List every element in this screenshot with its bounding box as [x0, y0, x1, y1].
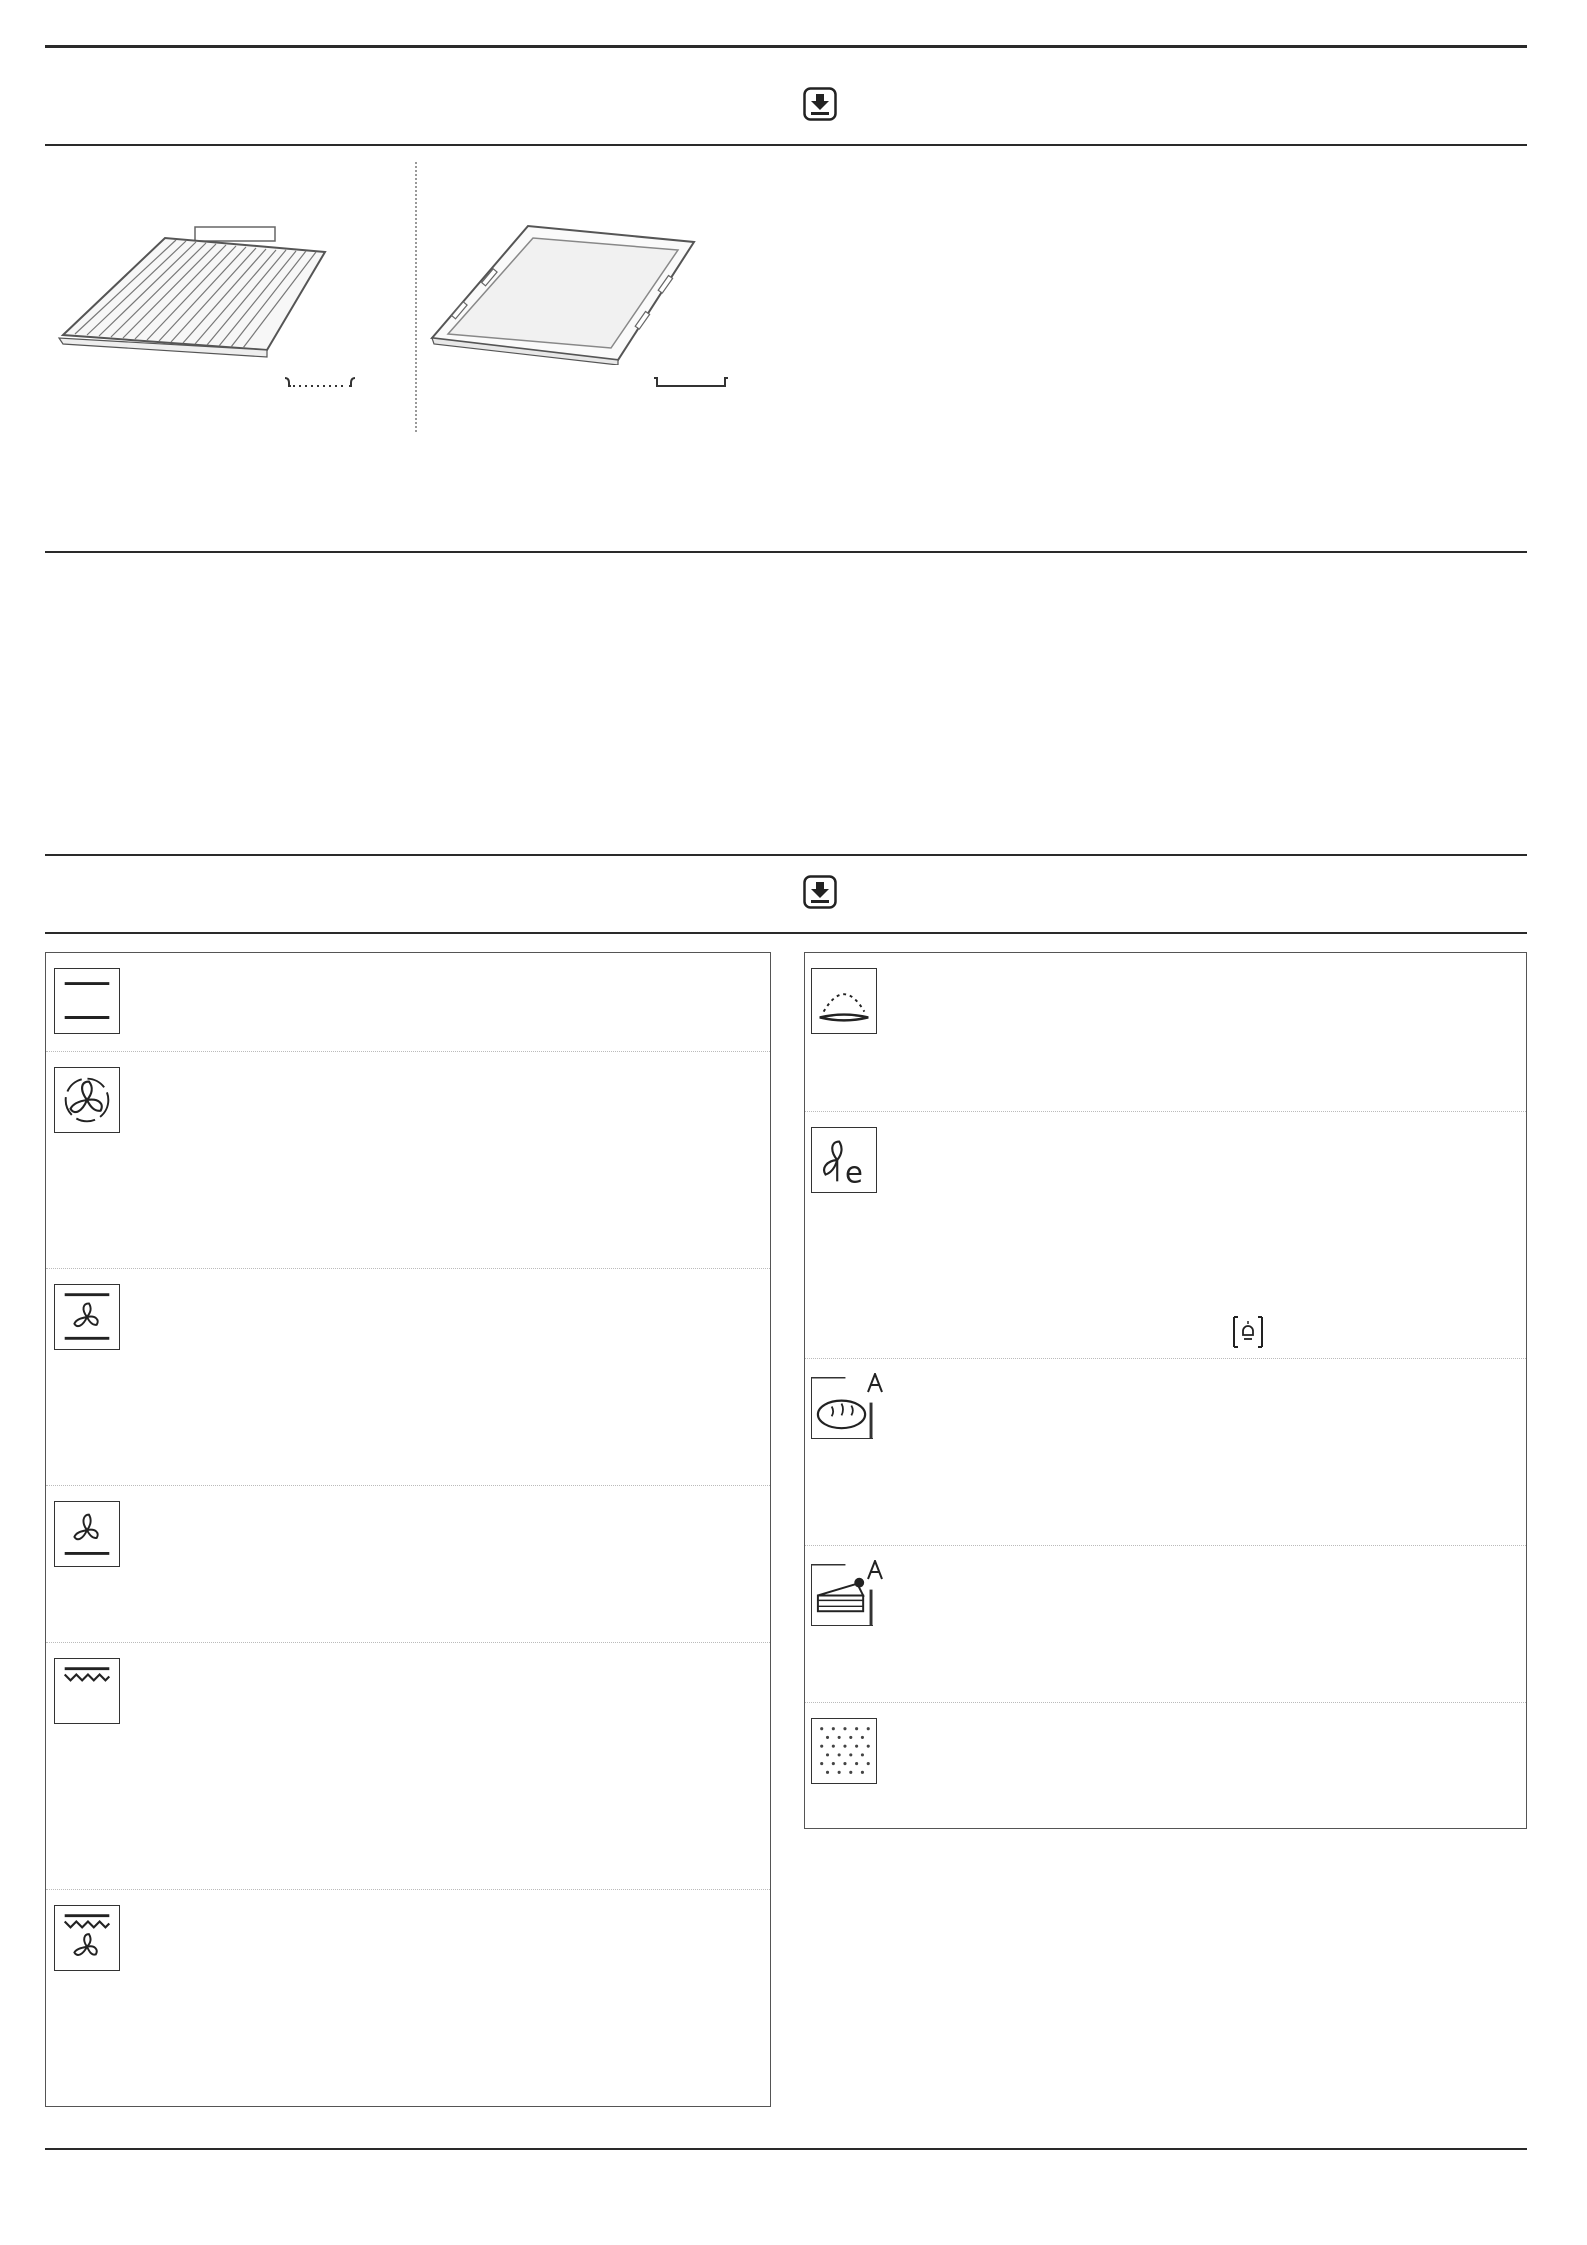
row-separator: [805, 1702, 1526, 1703]
section-rule: [45, 932, 1527, 934]
bottom-rule: [45, 2148, 1527, 2150]
wire-shelf-illustration: [55, 220, 335, 360]
section-rule: [45, 854, 1527, 856]
functions-panel-right: [804, 952, 1527, 1829]
fan-bottom-heat-icon: [54, 1501, 120, 1567]
svg-text:e: e: [844, 1155, 863, 1190]
turbo-grill-icon: [54, 1905, 120, 1971]
download-guide-icon[interactable]: [803, 87, 837, 121]
row-separator: [805, 1111, 1526, 1112]
row-separator: [46, 1889, 770, 1890]
auto-badge: [867, 1560, 883, 1584]
row-separator: [805, 1358, 1526, 1359]
section-rule: [45, 144, 1527, 146]
row-separator: [805, 1545, 1526, 1546]
oven-light-icon: [1232, 1315, 1264, 1349]
eco-forced-air-icon: [811, 1127, 877, 1193]
convection-bake-icon: [54, 1284, 120, 1350]
conventional-icon: [54, 968, 120, 1034]
pizza-stone-icon: [811, 1718, 877, 1784]
accessories-divider: [415, 162, 417, 432]
section-rule: [45, 551, 1527, 553]
baking-tray-illustration: [428, 220, 698, 365]
auto-bread-icon: [811, 1377, 873, 1439]
functions-panel-left: [45, 952, 771, 2107]
auto-badge: [867, 1373, 883, 1397]
keep-warm-icon: [811, 968, 877, 1034]
download-guide-icon[interactable]: [803, 875, 837, 909]
top-rule: [45, 45, 1527, 48]
row-separator: [46, 1051, 770, 1052]
row-separator: [46, 1485, 770, 1486]
row-separator: [46, 1268, 770, 1269]
baking-tray-icon: [652, 374, 730, 390]
auto-cake-icon: [811, 1564, 873, 1626]
row-separator: [46, 1642, 770, 1643]
grill-icon: [54, 1658, 120, 1724]
forced-air-icon: [54, 1067, 120, 1133]
wire-shelf-icon: [283, 374, 358, 390]
